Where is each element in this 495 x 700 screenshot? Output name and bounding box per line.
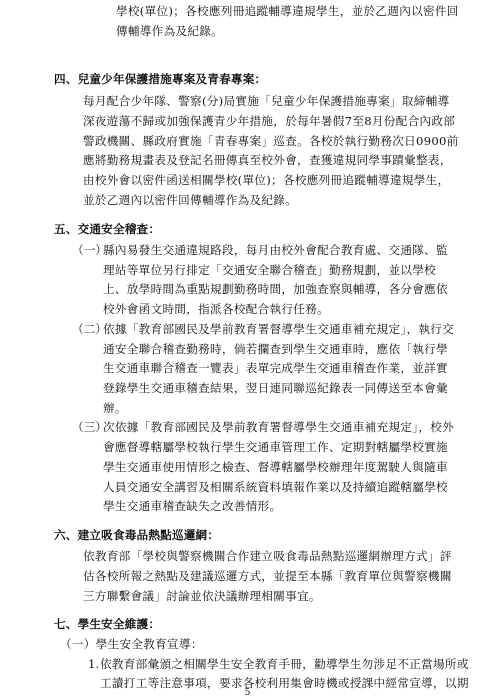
section-6-line: 三方聯繫會議」討論並依決議辦理相關事宜。 <box>83 589 321 603</box>
item-1-line: 上、放學時間為重點規劃勤務時間，加強查察與輔導，各分會應依 <box>103 282 448 296</box>
item-3-line: 會應督導轄屬學校執行學生交通車管理工作、定期對轄屬學校實施 <box>103 440 448 454</box>
item-2-line: 生交通車聯合稽查一覽表」表單完成學生交通車稽查作業，並詳實 <box>103 361 448 375</box>
section-4-line: 由校外會以密件函送相關學校(單位)；各校應列冊追蹤輔導違規學生， <box>83 173 450 187</box>
section-7-line: 工讀打工等注意事項，要求各校利用集會時機或授課中經常宣導，以期 <box>100 676 469 690</box>
item-2-line: 登錄學生交通車稽查結果，翌日連同聯巡紀錄表一同傳送至本會彙 <box>103 381 448 395</box>
section-4-line: 深夜遊蕩不歸或加強保護青少年措施，於每年暑假7至8月份配合內政部 <box>83 114 456 128</box>
section-6-heading: 六、建立吸食毒品熱點巡邏網： <box>54 528 220 542</box>
section-6-line: 估各校所報之熱點及建議巡邏方式，並提至本縣「教育單位與警察機關 <box>83 569 452 583</box>
item-2-line: 辦。 <box>103 401 127 415</box>
item-2-line: 通安全聯合稽查勤務時，倘若攔查到學生交通車時，應依「執行學 <box>103 342 448 356</box>
item-1-line: 縣內易發生交通違規路段，每月由校外會配合教育處、交通隊、監 <box>103 243 448 257</box>
section-4-line: 應將勤務規畫表及登記名冊傳真至校外會，查獲違規同學事蹟彙整表， <box>83 153 452 167</box>
item-1-line: 校外會函文時間，指派各校配合執行任務。 <box>103 302 329 316</box>
intro-line: 學校(單位)；各校應列冊追蹤輔導違規學生，並於乙週內以密件回 <box>116 4 459 18</box>
section-4-line: 並於乙週內以密件回傳輔導作為及紀錄。 <box>83 193 298 207</box>
section-7-subheading: （一）學生安全教育宣導： <box>60 637 203 651</box>
item-3-line: 學生交通車稽查缺失之改善情形。 <box>103 499 282 513</box>
item-marker: （二） <box>72 322 107 336</box>
item-marker: （三） <box>72 420 107 434</box>
item-1-line: 理站等單位另行排定「交通安全聯合稽查」勤務規劃，並以學校 <box>103 263 437 277</box>
item-marker: （一） <box>72 243 107 257</box>
section-5-heading: 五、交通安全稽查： <box>54 222 161 236</box>
item-3-line: 人員交通安全講習及相關系統資料填報作業以及持續追蹤轄屬學校 <box>103 480 448 494</box>
item-3-line: 學生交通車使用情形之檢查、督導轄屬學校辦理年度駕駛人與隨車 <box>103 460 448 474</box>
page-number: 5 <box>244 688 251 698</box>
item-3-line: 次依據「教育部國民及學前教育署督導學生交通車補充規定」，校外 <box>103 420 455 434</box>
section-6-line: 依教育部「學校與警察機關合作建立吸食毒品熱點巡邏網辦理方式」評 <box>83 549 452 563</box>
section-4-line: 每月配合少年隊、警察(分)局實施「兒童少年保護措施專案」取締輔導 <box>83 94 450 108</box>
section-7-line: 依教育部彙頒之相關學生安全教育手冊，勸導學生勿涉足不正當場所或 <box>100 657 469 671</box>
intro-line: 傳輔導作為及紀錄。 <box>116 24 224 38</box>
section-4-heading: 四、兒童少年保護措施專案及青春專案： <box>54 72 267 86</box>
section-4-line: 警政機關、縣政府實施「青春專案」巡查。各校於執行勤務次日0900前 <box>83 134 459 148</box>
item-2-line: 依據「教育部國民及學前教育署督導學生交通車補充規定」，執行交 <box>103 322 455 336</box>
section-7-heading: 七、學生安全維護： <box>54 617 161 631</box>
numbered-marker: 1. <box>88 657 100 671</box>
